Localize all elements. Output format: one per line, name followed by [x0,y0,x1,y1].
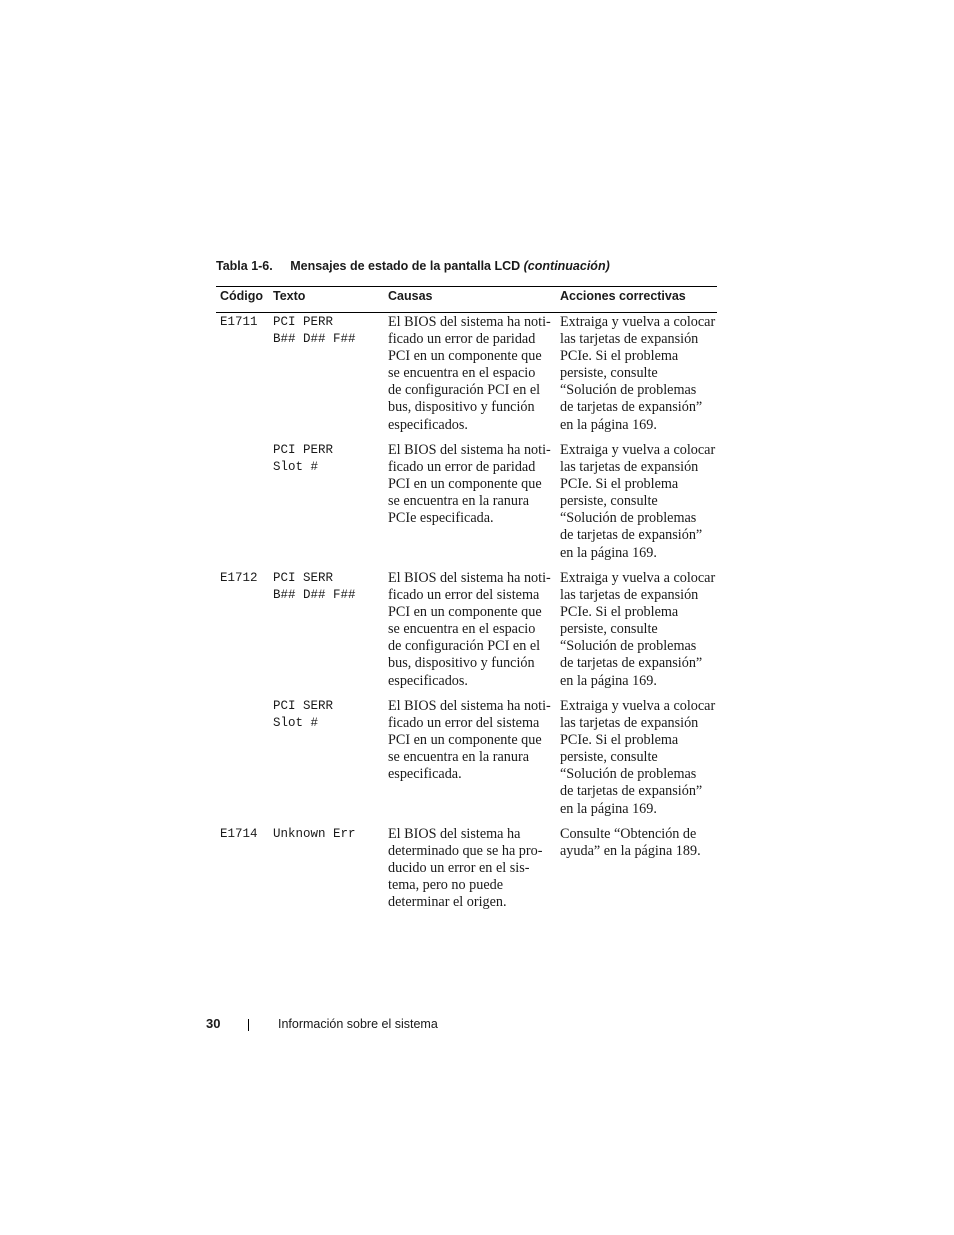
row-code: E1712 [220,571,258,585]
row-causes: El BIOS del sistema ha determinado que se ha pro- ducido un error en el sis- tema, pero no puede determinar el origen. [388,826,543,911]
row-causes: El BIOS del sistema ha noti- ficado un error de paridad PCI en un componente que se encuentra en el espacio de configuración PCI en el bus, dispositivo y función especificados. [388,314,551,433]
row-text: Unknown Err [273,827,356,841]
row-actions: Extraiga y vuelva a colocar las tarjetas de expansión PCIe. Si el problema persiste, consulte “Solución de problemas de tarjetas de expansión” en la página 169. [560,570,716,689]
table-caption [216,259,610,273]
row-text: PCI PERR Slot # [273,443,334,475]
row-actions: Extraiga y vuelva a colocar las tarjetas de expansión PCIe. Si el problema persiste, consulte “Solución de problemas de tarjetas de expansión” en la página 169. [560,442,716,561]
header-code: Código [220,289,264,303]
row-text: PCI SERR B## D## F## [273,571,356,603]
footer-separator [248,1019,249,1031]
table-caption-label: Tabla 1-6. [216,259,273,273]
table-header-rule [216,312,717,313]
row-code: E1714 [220,827,258,841]
row-text: PCI PERR B## D## F## [273,315,356,347]
row-actions: Consulte “Obtención de ayuda” en la página 189. [560,826,701,860]
footer-section-title: Información sobre el sistema [278,1017,438,1031]
row-text: PCI SERR Slot # [273,699,334,731]
row-causes: El BIOS del sistema ha noti- ficado un error del sistema PCI en un componente que se encuentra en el espacio de configuración PCI en el bus, dispositivo y función especificados. [388,570,551,689]
header-causes: Causas [388,289,433,303]
row-actions: Extraiga y vuelva a colocar las tarjetas de expansión PCIe. Si el problema persiste, consulte “Solución de problemas de tarjetas de expansión” en la página 169. [560,314,716,433]
row-code: E1711 [220,315,258,329]
table-caption-title: Mensajes de estado de la pantalla LCD [290,259,521,273]
header-actions: Acciones correctivas [560,289,686,303]
header-text: Texto [273,289,306,303]
row-causes: El BIOS del sistema ha noti- ficado un error de paridad PCI en un componente que se encuentra en la ranura PCIe especificada. [388,442,551,527]
row-causes: El BIOS del sistema ha noti- ficado un error del sistema PCI en un componente que se encuentra en la ranura especificada. [388,698,551,783]
table-caption-continued: (continuación) [523,259,610,273]
table-top-rule [216,286,717,287]
page-number: 30 [206,1016,221,1031]
row-actions: Extraiga y vuelva a colocar las tarjetas de expansión PCIe. Si el problema persiste, consulte “Solución de problemas de tarjetas de expansión” en la página 169. [560,698,716,817]
